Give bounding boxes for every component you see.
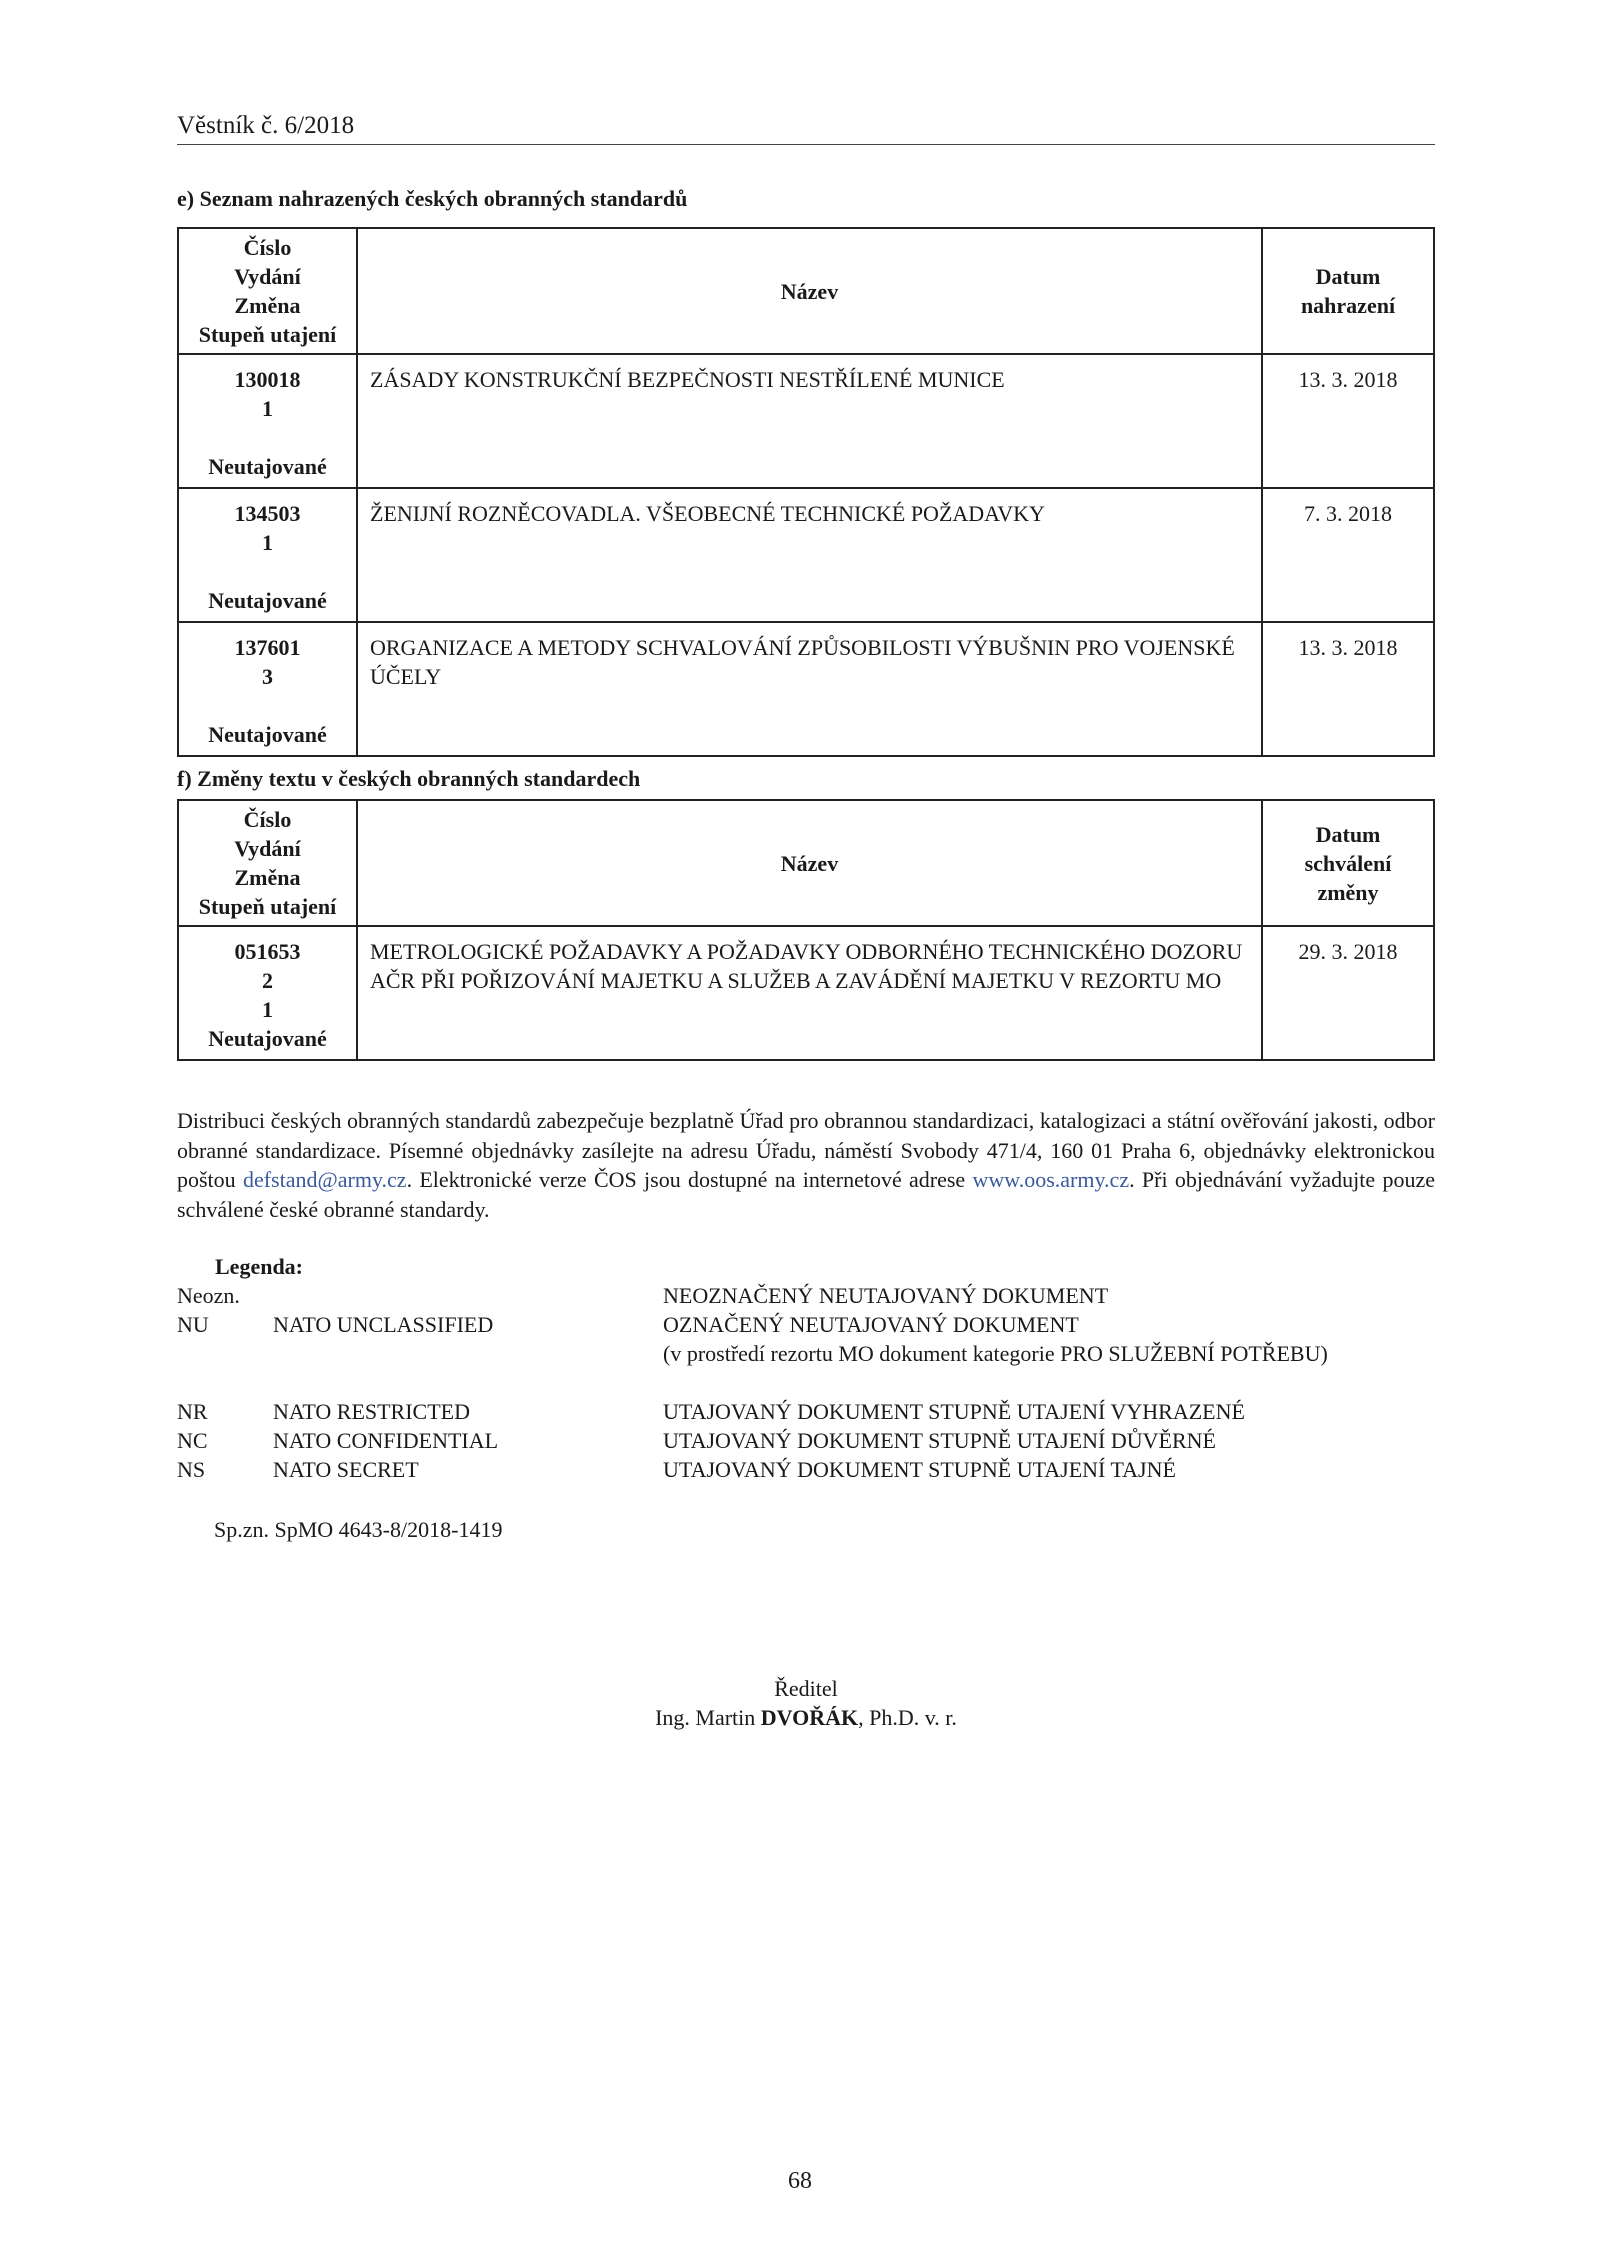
table-header-row: [178, 800, 1434, 926]
standard-name: ORGANIZACE A METODY SCHVALOVÁNÍ ZPŮSOBILOSTI VÝBUŠNIN PRO VOJENSKÉ ÚČELY: [357, 622, 1262, 756]
section-f-title: f) Změny textu v českých obranných standardech: [177, 766, 641, 791]
table-row: [178, 354, 1434, 488]
table-row: [178, 488, 1434, 622]
standard-classification: Neutajované: [208, 588, 327, 613]
standard-name: ZÁSADY KONSTRUKČNÍ BEZPEČNOSTI NESTŘÍLENÉ MUNICE: [357, 354, 1262, 488]
col-header-number: Číslo Vydání Změna Stupeň utajení: [178, 228, 357, 354]
running-header: Věstník č. 6/2018: [177, 112, 1435, 145]
standard-edition: 2: [262, 968, 273, 993]
distribution-paragraph: Distribuci českých obranných standardů zabezpečuje bezplatně Úřad pro obrannou standardizaci, katalogizaci a státní ověřování jakosti, odbor obranné standardizace. Písemné objednávky zasílejte na adresu Úřadu, náměstí Svobody 471/4, 160 01 Praha 6, objednávky elektronickou poštou defstand@army.cz. Elektronické verze ČOS jsou dostupné na internetové adrese www.oos.army.cz. Při objednávání vyžadujte pouze schválené české obranné standardy.: [177, 1108, 1435, 1222]
signature-name: Ing. Martin DVOŘÁK, Ph.D. v. r.: [655, 1705, 957, 1730]
document-page: Věstník č. 6/2018 e) Seznam nahrazených českých obranných standardů Číslo Vydání Změna Stupeň utajení Název Datum nahrazení 130018 1 Neutajované ZÁSADY KONSTRUKČNÍ BEZPEČNOSTI NESTŘÍLENÉ MUNICE 13. 3. 2018 134503 1 Neutajované ŽENIJNÍ ROZNĚCOVADLA. VŠEOBECNÉ TECHNICKÉ POŽADAVKY 7. 3. 2018 137601 3 Neutajované ORGANIZACE A METODY SCHVALOVÁNÍ ZPŮSOBILOSTI VÝBUŠNIN PRO VOJENSKÉ ÚČELY 13. 3. 2018 f) Změny textu v českých obranných standardech Číslo Vydání Změna Stupeň utajení Název Datum schválení změny 051653 2 1 Neutajované METROLOGICKÉ POŽADAVKY A POŽADAVKY ODBORNÉHO TECHNICKÉHO DOZORU AČR PŘI POŘIZOVÁNÍ MAJETKU A SLUŽEB A ZAVÁDĚNÍ MAJETKU V REZORTU MO 29. 3. 2018 Distribuci českých obranných standardů zabezpečuje bezplatně Úřad pro obrannou standardizaci, katalogizaci a státní ověřování jakosti, odbor obranné standardizace. Písemné objednávky zasílejte na adresu Úřadu, náměstí Svobody 471/4, 160 01 Praha 6, objednávky elektronickou poštou defstand@army.cz. Elektronické verze ČOS jsou dostupné na internetové adrese www.oos.army.cz. Při objednávání vyžadujte pouze schválené české obranné standardy. Legenda: Neozn. NEOZNAČENÝ NEUTAJOVANÝ DOKUMENT NU NATO UNCLASSIFIED OZNAČENÝ NEUTAJOVANÝ DOKUMENT (v prostředí rezortu MO dokument kategorie PRO SLUŽEBNÍ POTŘEBU) NR NATO RESTRICTED UTAJOVANÝ DOKUMENT STUPNĚ UTAJENÍ VYHRAZENÉ NC NATO CONFIDENTIAL UTAJOVANÝ DOKUMENT STUPNĚ UTAJENÍ DŮVĚRNÉ NS NATO SECRET UTAJOVANÝ DOKUMENT STUPNĚ UTAJENÍ TAJNÉ Sp.zn. SpMO 4643-8/2018-1419 Ředitel Ing. Martin DVOŘÁK, Ph.D. v. r. 68: [0, 0, 1600, 2263]
standard-change: 1: [262, 997, 273, 1022]
table-row: [178, 622, 1434, 756]
table-header-row: [178, 228, 1434, 354]
standard-classification: Neutajované: [208, 454, 327, 479]
col-header-name: Název: [357, 800, 1262, 926]
standard-edition: 1: [262, 530, 273, 555]
standard-edition: 1: [262, 396, 273, 421]
standard-number: 051653: [234, 939, 301, 964]
approval-date: 29. 3. 2018: [1262, 926, 1434, 1060]
changed-standards-table: [177, 799, 1435, 1061]
replacement-date: 13. 3. 2018: [1262, 354, 1434, 488]
col-header-number: Číslo Vydání Změna Stupeň utajení: [178, 800, 357, 926]
standard-number: 137601: [234, 635, 301, 660]
standard-id-cell: [178, 926, 357, 1060]
signature-role: Ředitel: [774, 1676, 838, 1701]
col-header-name: Název: [357, 228, 1262, 354]
replacement-date: 7. 3. 2018: [1262, 488, 1434, 622]
standard-name: METROLOGICKÉ POŽADAVKY A POŽADAVKY ODBORNÉHO TECHNICKÉHO DOZORU AČR PŘI POŘIZOVÁNÍ MAJETKU A SLUŽEB A ZAVÁDĚNÍ MAJETKU V REZORTU MO: [357, 926, 1262, 1060]
legend-title: Legenda:: [215, 1254, 303, 1279]
standard-id-cell: [178, 354, 357, 488]
page-number: 68: [788, 2168, 812, 2194]
website-link[interactable]: www.oos.army.cz: [972, 1167, 1130, 1192]
standard-number: 130018: [234, 367, 301, 392]
standard-classification: Neutajované: [208, 1026, 327, 1051]
signature-surname: DVOŘÁK: [760, 1705, 859, 1730]
replacement-date: 13. 3. 2018: [1262, 622, 1434, 756]
standard-name: ŽENIJNÍ ROZNĚCOVADLA. VŠEOBECNÉ TECHNICKÉ POŽADAVKY: [357, 488, 1262, 622]
file-reference: Sp.zn. SpMO 4643-8/2018-1419: [214, 1517, 503, 1542]
replaced-standards-table: [177, 227, 1435, 757]
standard-edition: 3: [262, 664, 273, 689]
col-header-date: Datum schválení změny: [1262, 800, 1434, 926]
standard-id-cell: [178, 622, 357, 756]
standard-classification: Neutajované: [208, 722, 327, 747]
col-header-date: Datum nahrazení: [1262, 228, 1434, 354]
section-e-title: e) Seznam nahrazených českých obranných standardů: [177, 186, 688, 211]
standard-id-cell: [178, 488, 357, 622]
standard-number: 134503: [234, 501, 301, 526]
table-row: [178, 926, 1434, 1060]
email-link[interactable]: defstand@army.cz: [242, 1167, 407, 1192]
